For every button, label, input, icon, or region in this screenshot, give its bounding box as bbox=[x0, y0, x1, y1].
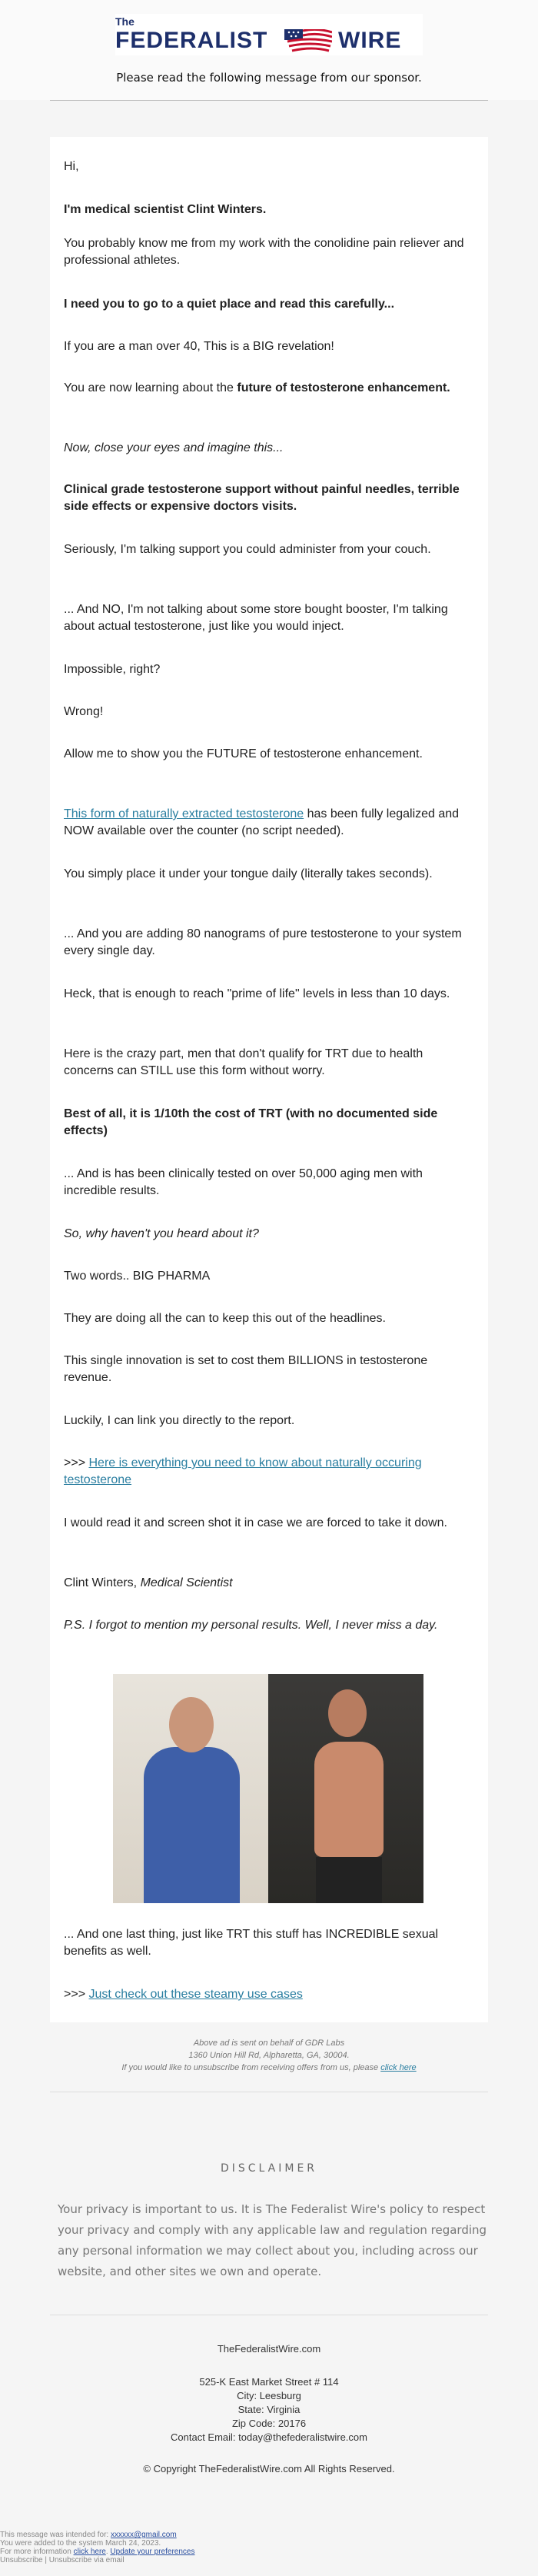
paragraph bbox=[64, 1986, 471, 2003]
paragraph: You simply place it under your tongue daily (literally takes seconds). bbox=[64, 867, 433, 880]
paragraph-italic: So, why haven't you heard about it? bbox=[64, 1227, 259, 1240]
more-info-line bbox=[0, 2548, 307, 2556]
postscript: P.S. I forgot to mention my personal results. Well, I never miss a day. bbox=[64, 1619, 438, 1632]
ad-sender-line: Above ad is sent on behalf of GDR Labs bbox=[193, 2039, 345, 2048]
header-divider bbox=[50, 100, 488, 101]
more-info-link[interactable]: click here bbox=[73, 2548, 106, 2556]
paragraph: This single innovation is set to cost them BILLIONS in testosterone revenue. bbox=[64, 1354, 428, 1384]
paragraph: Impossible, right? bbox=[64, 663, 161, 676]
recipient-email-link[interactable]: xxxxxx@gmail.com bbox=[110, 2531, 177, 2539]
photo-head bbox=[328, 1689, 367, 1737]
photo-torso bbox=[314, 1742, 384, 1857]
sponsor-notice: Please read the following message from our sponsor. bbox=[116, 71, 422, 85]
zip-code: Zip Code: 20176 bbox=[231, 2418, 307, 2429]
unsubscribe-options[interactable]: Unsubscribe | Unsubscribe via email bbox=[0, 2556, 125, 2564]
text: If you would like to unsubscribe from receiving offers from us, please bbox=[121, 2063, 381, 2072]
copyright: © Copyright TheFederalistWire.com All Rights Reserved. bbox=[143, 2463, 395, 2474]
paragraph-italic: Now, close your eyes and imagine this... bbox=[64, 441, 284, 454]
paragraph: Allow me to show you the FUTURE of testosterone enhancement. bbox=[64, 747, 423, 760]
paragraph bbox=[64, 1455, 471, 1489]
ad-sender-address: 1360 Union Hill Rd, Alpharetta, GA, 30004. bbox=[188, 2051, 350, 2060]
paragraph: Seriously, I'm talking support you could administer from your couch. bbox=[64, 543, 431, 556]
text: >>> bbox=[64, 1456, 89, 1469]
update-preferences-link[interactable]: Update your preferences bbox=[110, 2548, 195, 2556]
text: >>> bbox=[64, 1988, 89, 2001]
testosterone-link[interactable]: This form of naturally extracted testosterone bbox=[64, 807, 304, 820]
photo-shirt bbox=[144, 1747, 240, 1903]
text: This message was intended for: bbox=[0, 2531, 111, 2539]
before-after-photo[interactable] bbox=[113, 1674, 423, 1903]
paragraph: They are doing all the can to keep this out of the headlines. bbox=[64, 1312, 386, 1325]
added-date-notice: You were added to the system March 24, 2023. bbox=[0, 2539, 161, 2548]
federalist-wire-logo[interactable] bbox=[115, 14, 423, 55]
greeting: Hi, bbox=[64, 160, 79, 173]
ad-message-card bbox=[50, 137, 488, 2022]
photo-head bbox=[169, 1697, 214, 1752]
paragraph-bold: Best of all, it is 1/10th the cost of TRT (with no documented side effects) bbox=[64, 1107, 438, 1137]
recipient-notice bbox=[0, 2531, 307, 2539]
city: City: Leesburg bbox=[237, 2390, 301, 2401]
paragraph: I would read it and screen shot it in case we are forced to take it down. bbox=[64, 1516, 447, 1529]
logo-federalist-text: FEDERALIST bbox=[115, 28, 268, 53]
text: has been fully legalized and NOW available over the counter (no script needed). bbox=[64, 807, 460, 837]
paragraph: Luckily, I can link you directly to the report. bbox=[64, 1414, 295, 1427]
logo-wire-text: WIRE bbox=[338, 28, 402, 53]
paragraph: Two words.. BIG PHARMA bbox=[64, 1270, 211, 1283]
disclaimer-title: DISCLAIMER bbox=[220, 2162, 318, 2175]
before-photo bbox=[113, 1674, 268, 1903]
signature bbox=[64, 1575, 471, 1592]
paragraph-bold: I need you to go to a quiet place and read this carefully... bbox=[64, 298, 395, 311]
paragraph bbox=[64, 806, 471, 840]
paragraph: You probably know me from my work with the conolidine pain reliever and professional athletes. bbox=[64, 237, 464, 267]
state: State: Virginia bbox=[237, 2404, 301, 2415]
text: You are now learning about the bbox=[64, 381, 237, 394]
photo-shorts bbox=[316, 1857, 382, 1903]
paragraph: ... And NO, I'm not talking about some store bought booster, I'm talking about actual testosterone, just like you would inject. bbox=[64, 603, 448, 633]
paragraph: ... And one last thing, just like TRT this stuff has INCREDIBLE sexual benefits as well. bbox=[64, 1928, 439, 1958]
unsubscribe-notice bbox=[0, 2062, 538, 2074]
us-flag-icon bbox=[284, 29, 332, 52]
logo-the-text: The bbox=[115, 15, 134, 28]
unsubscribe-link[interactable]: click here bbox=[380, 2063, 417, 2072]
street-address: 525-K East Market Street # 114 bbox=[199, 2376, 339, 2388]
disclaimer-text: Your privacy is important to us. It is The Federalist Wire's policy to respect your privacy and comply with any applicable law and regulation regarding any personal information we may collect about you, including across our website, and other sites we own and operate. bbox=[58, 2202, 487, 2278]
paragraph bbox=[64, 380, 471, 397]
site-name: TheFederalistWire.com bbox=[217, 2343, 321, 2355]
paragraph: ... And is has been clinically tested on over 50,000 aging men with incredible results. bbox=[64, 1167, 423, 1197]
signer-title: Medical Scientist bbox=[140, 1576, 233, 1589]
text: For more information bbox=[0, 2548, 74, 2556]
paragraph-bold: Clinical grade testosterone support without painful needles, terrible side effects or expensive doctors visits. bbox=[64, 483, 460, 513]
email-header bbox=[0, 0, 538, 100]
intro-line: I'm medical scientist Clint Winters. bbox=[64, 203, 267, 216]
text-bold: future of testosterone enhancement. bbox=[237, 381, 450, 394]
after-photo bbox=[268, 1674, 423, 1903]
text: . bbox=[105, 2548, 111, 2556]
paragraph: Here is the crazy part, men that don't qualify for TRT due to health concerns can STILL use this form without worry. bbox=[64, 1047, 423, 1077]
paragraph: ... And you are adding 80 nanograms of pure testosterone to your system every single day. bbox=[64, 927, 462, 957]
signer-name: Clint Winters, bbox=[64, 1576, 141, 1589]
paragraph: Wrong! bbox=[64, 705, 104, 718]
paragraph: If you are a man over 40, This is a BIG revelation! bbox=[64, 340, 334, 353]
use-cases-link[interactable]: Just check out these steamy use cases bbox=[88, 1988, 303, 2001]
paragraph: Heck, that is enough to reach "prime of life" levels in less than 10 days. bbox=[64, 987, 450, 1000]
report-link[interactable]: Here is everything you need to know about naturally occuring testosterone bbox=[64, 1456, 422, 1486]
contact-email: Contact Email: today@thefederalistwire.com bbox=[171, 2431, 367, 2443]
